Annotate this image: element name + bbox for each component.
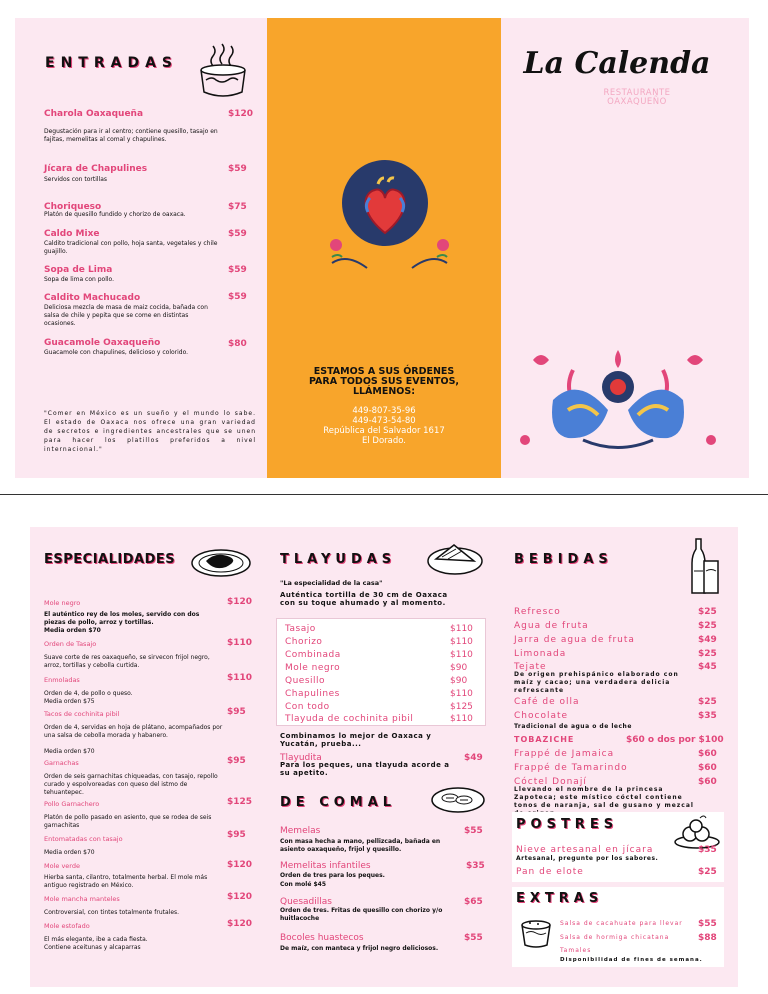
especialidad-name: Garnachas — [44, 759, 79, 767]
cafe-name: Café de olla — [514, 697, 580, 707]
especialidad-price: $95 — [227, 830, 246, 840]
tlayuda-price: $110 — [450, 714, 473, 724]
entrada-price: $120 — [228, 109, 254, 119]
tlayudita-name: Tlayudita — [280, 753, 322, 763]
salsa-bowl-icon — [518, 915, 554, 955]
especialidad-price: $95 — [227, 707, 246, 717]
especialidad-desc2: Media orden $75 — [44, 698, 95, 705]
comal-desc: De maíz, con manteca y frijol negro deliciosos. — [280, 945, 439, 952]
bebida-price: $25 — [698, 621, 717, 631]
tobaziche-price: $60 o dos por $100 — [626, 735, 724, 745]
tlayudas-heading: TLAYUDAS — [280, 552, 397, 567]
tlayudita-price: $49 — [464, 753, 483, 763]
plate-food-icon — [190, 541, 252, 583]
chocolate-desc: Tradicional de agua o de leche — [514, 723, 632, 730]
especialidad-desc: Orden de seis garnachitas chiqueadas, con tasajo, repollo curado y espolvoreadas con queso del istmo de tehuantepec. — [44, 773, 218, 796]
flower-left-icon — [322, 233, 372, 277]
coctel-name: Cóctel Donají — [514, 777, 587, 787]
comal-desc: Orden de tres. Fritas de quesillo con chorizo y/o huitlacoche — [280, 907, 443, 922]
especialidad-name: Enmoladas — [44, 676, 80, 684]
tlayuda-price: $110 — [450, 624, 473, 634]
tlayuda-plate-icon — [426, 537, 484, 581]
extra-name: Salsa de hormiga chicatana — [560, 934, 670, 941]
bebidas-panel — [498, 527, 738, 987]
entrada-price: $59 — [228, 164, 247, 174]
brand-sub2: OAXAQUEÑO — [607, 97, 667, 107]
especialidad-desc: Media orden $70 — [44, 849, 95, 856]
tlayuda-price: $90 — [450, 663, 468, 673]
entrada-name: Caldo Mixe — [44, 229, 100, 239]
tlayuda-price: $110 — [450, 650, 473, 660]
cafe-price: $25 — [698, 697, 717, 707]
contact-info — [267, 406, 501, 446]
especialidad-price: $120 — [227, 919, 253, 929]
soda-bottles-icon — [688, 537, 720, 601]
postre-price: $35 — [698, 845, 717, 855]
tlayuda-name: Tasajo — [285, 624, 316, 634]
especialidad-price: $125 — [227, 797, 253, 807]
entrada-price: $80 — [228, 339, 247, 349]
bebida-price: $45 — [698, 662, 717, 672]
frappe-tamarindo-price: $60 — [698, 763, 717, 773]
extra-name: Salsa de cacahuate para llevar — [560, 920, 683, 927]
bebida-name: Refresco — [514, 607, 561, 617]
extras-heading: EXTRAS — [516, 891, 604, 906]
chocolate-price: $35 — [698, 711, 717, 721]
especialidad-name: Entomatadas con tasajo — [44, 835, 123, 843]
especialidad-name: Mole mancha manteles — [44, 895, 120, 903]
brand-logo: La Calenda — [523, 46, 711, 81]
tlayuda-price: $110 — [450, 637, 473, 647]
comal-name: Bocoles huastecos — [280, 933, 364, 943]
extras-box — [512, 887, 724, 967]
especialidad-name: Orden de Tasajo — [44, 640, 97, 648]
entrada-desc: Servidos con tortillas — [44, 176, 108, 183]
entrada-desc: Degustación para ir al centro; contiene quesillo, tasajo en fajitas, memelitas al comal y chapulines. — [44, 128, 218, 143]
bebida-name: Limonada — [514, 649, 567, 659]
bebida-price: $49 — [698, 635, 717, 645]
especialidad-price: $120 — [227, 860, 253, 870]
especialidades-heading: ESPECIALIDADES — [44, 552, 176, 567]
comal-name: Memelitas infantiles — [280, 861, 371, 871]
especialidad-desc2: Media orden $70 — [44, 748, 95, 755]
entradas-quote: "Comer en México es un sueño y el mundo lo sabe. El estado de Oaxaca nos ofrece una gran variedad de secretos e ingredientes ancestrales que se unen para hacer los platillos preferidos a nivel internacional." — [44, 410, 256, 453]
soup-bowl-icon — [195, 42, 251, 104]
especialidad-desc2: Media orden $70 — [44, 627, 101, 634]
tlayuda-price: $125 — [450, 702, 473, 712]
folk-art-birds-icon — [513, 340, 723, 459]
entradas-panel — [15, 18, 267, 478]
bebidas-heading: BEBIDAS — [514, 552, 613, 567]
especialidad-desc: Suave corte de res oaxaqueño, se sirvecon frijol negro, arroz, tortillas y cebolla curtida. — [44, 654, 210, 669]
page-front — [0, 0, 768, 494]
especialidad-desc: El auténtico rey de los moles, servido con dos piezas de pollo, arroz y tortillas. — [44, 611, 200, 626]
tlayuda-name: Chapulines — [285, 689, 340, 699]
brand-panel — [501, 18, 749, 478]
comal-price: $55 — [464, 933, 483, 943]
comal-price: $35 — [466, 861, 485, 871]
especialidad-name: Mole verde — [44, 862, 80, 870]
especialidad-name: Tacos de cochinita pibil — [44, 710, 120, 718]
extra-price: $88 — [698, 933, 717, 943]
bebida-price: $25 — [698, 649, 717, 659]
postre-desc: Artesanal, pregunte por los sabores. — [516, 855, 659, 862]
frappe-tamarindo-name: Frappé de Tamarindo — [514, 763, 628, 773]
tlayuda-name: Chorizo — [285, 637, 323, 647]
especialidad-desc: Hierba santa, cilantro, totalmente herbal. El mole más antiguo registrado en México. — [44, 874, 208, 889]
coctel-desc: Llevando el nombre de la princesa Zapoteca; este místico cóctel contiene tonos de naranja, sal de gusano y mezcal — [514, 786, 694, 809]
address: República del Salvador 1617 — [323, 426, 445, 436]
tlayudas-panel — [262, 527, 498, 987]
especialidad-desc: Platón de pollo pasado en asiento, que se rodea de seis garnachitas — [44, 814, 212, 829]
comal-heading: DE COMAL — [280, 795, 397, 810]
contact-line: PARA TODOS SUS EVENTOS, — [308, 376, 460, 387]
tlayuda-name: Quesillo — [285, 676, 326, 686]
coctel-price: $60 — [698, 777, 717, 787]
tlayuda-name: Tlayuda de cochinita pibil — [285, 714, 414, 724]
chocolate-name: Chocolate — [514, 711, 569, 721]
entrada-desc: Guacamole con chapulines, delicioso y colorido. — [44, 349, 189, 356]
postre-price: $25 — [698, 867, 717, 877]
especialidad-price: $110 — [227, 673, 253, 683]
especialidad-desc: Orden de 4, de pollo o queso. — [44, 690, 133, 697]
entrada-price: $59 — [228, 265, 247, 275]
entrada-price: $59 — [228, 229, 247, 239]
tobaziche-name: TOBAZICHE — [514, 735, 575, 744]
postre-name: Nieve artesanal en jícara — [516, 845, 654, 855]
postre-name: Pan de elote — [516, 867, 584, 877]
tlayudita-desc: Para los peques, una tlayuda acorde a su apetito. — [280, 761, 450, 777]
entrada-name: Choriqueso — [44, 202, 102, 212]
bebida-price: $25 — [698, 607, 717, 617]
especialidad-price: $120 — [227, 597, 253, 607]
postres-box — [512, 812, 724, 882]
extra-name: Tamales — [560, 947, 592, 954]
postres-heading: POSTRES — [516, 817, 619, 832]
entradas-heading: ENTRADAS — [45, 55, 178, 71]
tlayudas-combine: Combinamos lo mejor de Oaxaca y Yucatán, prueba... — [280, 732, 432, 748]
contact-line: ESTAMOS A SUS ÓRDENES — [313, 366, 455, 377]
especialidad-desc: Orden de 4, servidas en hoja de plátano, acompañados por una salsa de cebolla morada y habanero. — [44, 724, 223, 739]
tlayudas-list — [276, 618, 486, 726]
especialidad-name: Mole estofado — [44, 922, 90, 930]
brand-sub1: RESTAURANTE — [603, 88, 671, 98]
district: El Dorado. — [361, 436, 407, 446]
contact-heading — [267, 367, 501, 397]
tlayudas-intro: Auténtica tortilla de 30 cm de Oaxaca con su toque ahumado y al momento. — [280, 591, 448, 607]
tlayudas-tag: "La especialidad de la casa" — [280, 579, 383, 587]
especialidad-desc: Controversial, con tintes totalmente frutales. — [44, 909, 180, 916]
comal-desc2: Con molé $45 — [280, 881, 326, 888]
entrada-desc: Platón de quesillo fundido y chorizo de oaxaca. — [44, 211, 186, 218]
especialidad-price: $95 — [227, 756, 246, 766]
bebida-name: Agua de fruta — [514, 621, 589, 631]
contact-line: LLÁMENOS: — [352, 386, 416, 397]
tlayuda-price: $110 — [450, 689, 473, 699]
especialidad-name: Mole negro — [44, 599, 81, 607]
especialidad-name: Pollo Garnachero — [44, 800, 100, 808]
extra-desc: Disponibilidad de fines de semana. — [560, 957, 703, 963]
page-back — [0, 494, 768, 994]
entrada-name: Charola Oaxaqueña — [44, 109, 144, 119]
tejate-desc: De origen prehispánico elaborado con maíz y cacao; una verdadera delicia refrescante — [514, 671, 679, 694]
phone-2: 449-473-54-80 — [352, 416, 416, 426]
tlayuda-price: $90 — [450, 676, 468, 686]
comal-price: $65 — [464, 897, 483, 907]
especialidad-desc: El más elegante, ibe a cada fiesta. — [44, 936, 148, 943]
entrada-name: Jícara de Chapulines — [44, 164, 148, 174]
entrada-desc: Deliciosa mezcla de masa de maiz cocida, bañada con salsa de chile y pepita que se come en distintas ocasiones. — [44, 304, 208, 327]
frappe-jamaica-price: $60 — [698, 749, 717, 759]
tlayuda-name: Mole negro — [285, 663, 341, 673]
flower-right-icon — [407, 233, 457, 277]
especialidad-desc2: Contiene aceitunas y alcaparras — [44, 944, 141, 951]
comal-desc: Con masa hecha a mano, pellizcada, bañada en asiento oaxaqueño, frijol y quesillo. — [280, 838, 441, 853]
tlayuda-name: Combinada — [285, 650, 341, 660]
entrada-name: Caldito Machucado — [44, 293, 141, 303]
entrada-price: $75 — [228, 202, 247, 212]
comal-icon — [430, 780, 486, 820]
contact-panel — [267, 18, 501, 478]
especialidad-price: $120 — [227, 892, 253, 902]
entrada-name: Sopa de Lima — [44, 265, 113, 275]
entrada-desc: Sopa de lima con pollo. — [44, 276, 115, 283]
entrada-desc: Caldito tradicional con pollo, hoja santa, vegetales y chile guajillo. — [44, 240, 218, 255]
bebida-name: Tejate — [514, 662, 547, 672]
entrada-name: Guacamole Oaxaqueño — [44, 338, 161, 348]
comal-price: $55 — [464, 826, 483, 836]
especialidad-price: $110 — [227, 638, 253, 648]
extra-price: $55 — [698, 919, 717, 929]
tlayuda-name: Con todo — [285, 702, 330, 712]
comal-name: Quesadillas — [280, 897, 332, 907]
comal-desc: Orden de tres para los peques. — [280, 872, 385, 879]
frappe-jamaica-name: Frappé de Jamaica — [514, 749, 615, 759]
entrada-price: $59 — [228, 292, 247, 302]
bebida-name: Jarra de agua de fruta — [514, 635, 635, 645]
comal-name: Memelas — [280, 826, 321, 836]
phone-1: 449-807-35-96 — [352, 406, 416, 416]
especialidades-panel — [30, 527, 262, 987]
